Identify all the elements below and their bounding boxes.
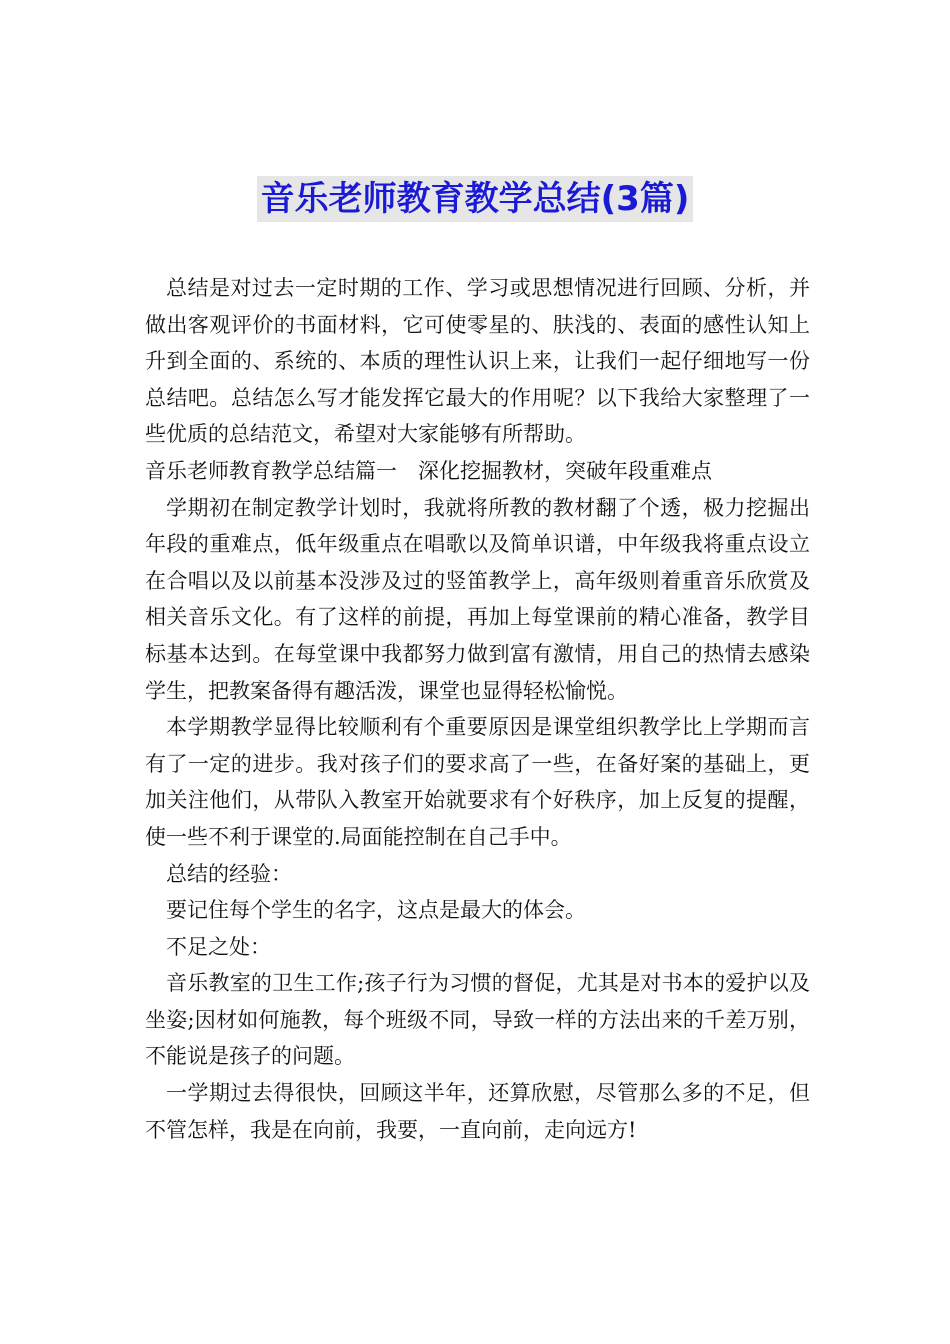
intro-paragraph: 总结是对过去一定时期的工作、学习或思想情况进行回顾、分析，并做出客观评价的书面材料，它可使零星的、肤浅的、表面的感性认知上升到全面的、系统的、本质的理性认识上来，让我们一起仔细地写一份总结吧。总结怎么写才能发挥它最大的作用呢？以下我给大家整理了一些优质的总结范文，希望对大家能够有所帮助。 (145, 276, 810, 447)
document-body (145, 270, 810, 1148)
experience-label: 总结的经验： (166, 861, 292, 886)
closing-paragraph: 一学期过去得很快，回顾这半年，还算欣慰，尽管那么多的不足，但不管怎样，我是在向前，我要，一直向前，走向远方! (145, 1081, 810, 1142)
document-title: 音乐老师教育教学总结(3篇) (257, 176, 694, 222)
shortcomings-paragraph: 音乐教室的卫生工作;孩子行为习惯的督促，尤其是对书本的爱护以及坐姿;因材如何施教，每个班级不同，导致一样的方法出来的千差万别，不能说是孩子的问题。 (145, 971, 810, 1069)
section-heading: 音乐老师教育教学总结篇一 深化挖掘教材，突破年段重难点 (145, 458, 712, 483)
body-paragraph: 本学期教学显得比较顺利有个重要原因是课堂组织教学比上学期而言有了一定的进步。我对孩子们的要求高了一些，在备好案的基础上，更加关注他们，从带队入教室开始就要求有个好秩序，加上反复的提醒，使一些不利于课堂的.局面能控制在自己手中。 (145, 715, 810, 849)
shortcomings-label: 不足之处： (166, 934, 271, 959)
experience-item: 要记住每个学生的名字，这点是最大的体会。 (166, 898, 586, 923)
title-wrapper (0, 176, 950, 222)
body-paragraph: 学期初在制定教学计划时，我就将所教的教材翻了个透，极力挖掘出年段的重难点，低年级重点在唱歌以及简单识谱，中年级我将重点设立在合唱以及以前基本没涉及过的竖笛教学上，高年级则着重音乐欣赏及相关音乐文化。有了这样的前提，再加上每堂课前的精心准备，教学目标基本达到。在每堂课中我都努力做到富有激情，用自己的热情去感染学生，把教案备得有趣活泼，课堂也显得轻松愉悦。 (145, 495, 810, 703)
